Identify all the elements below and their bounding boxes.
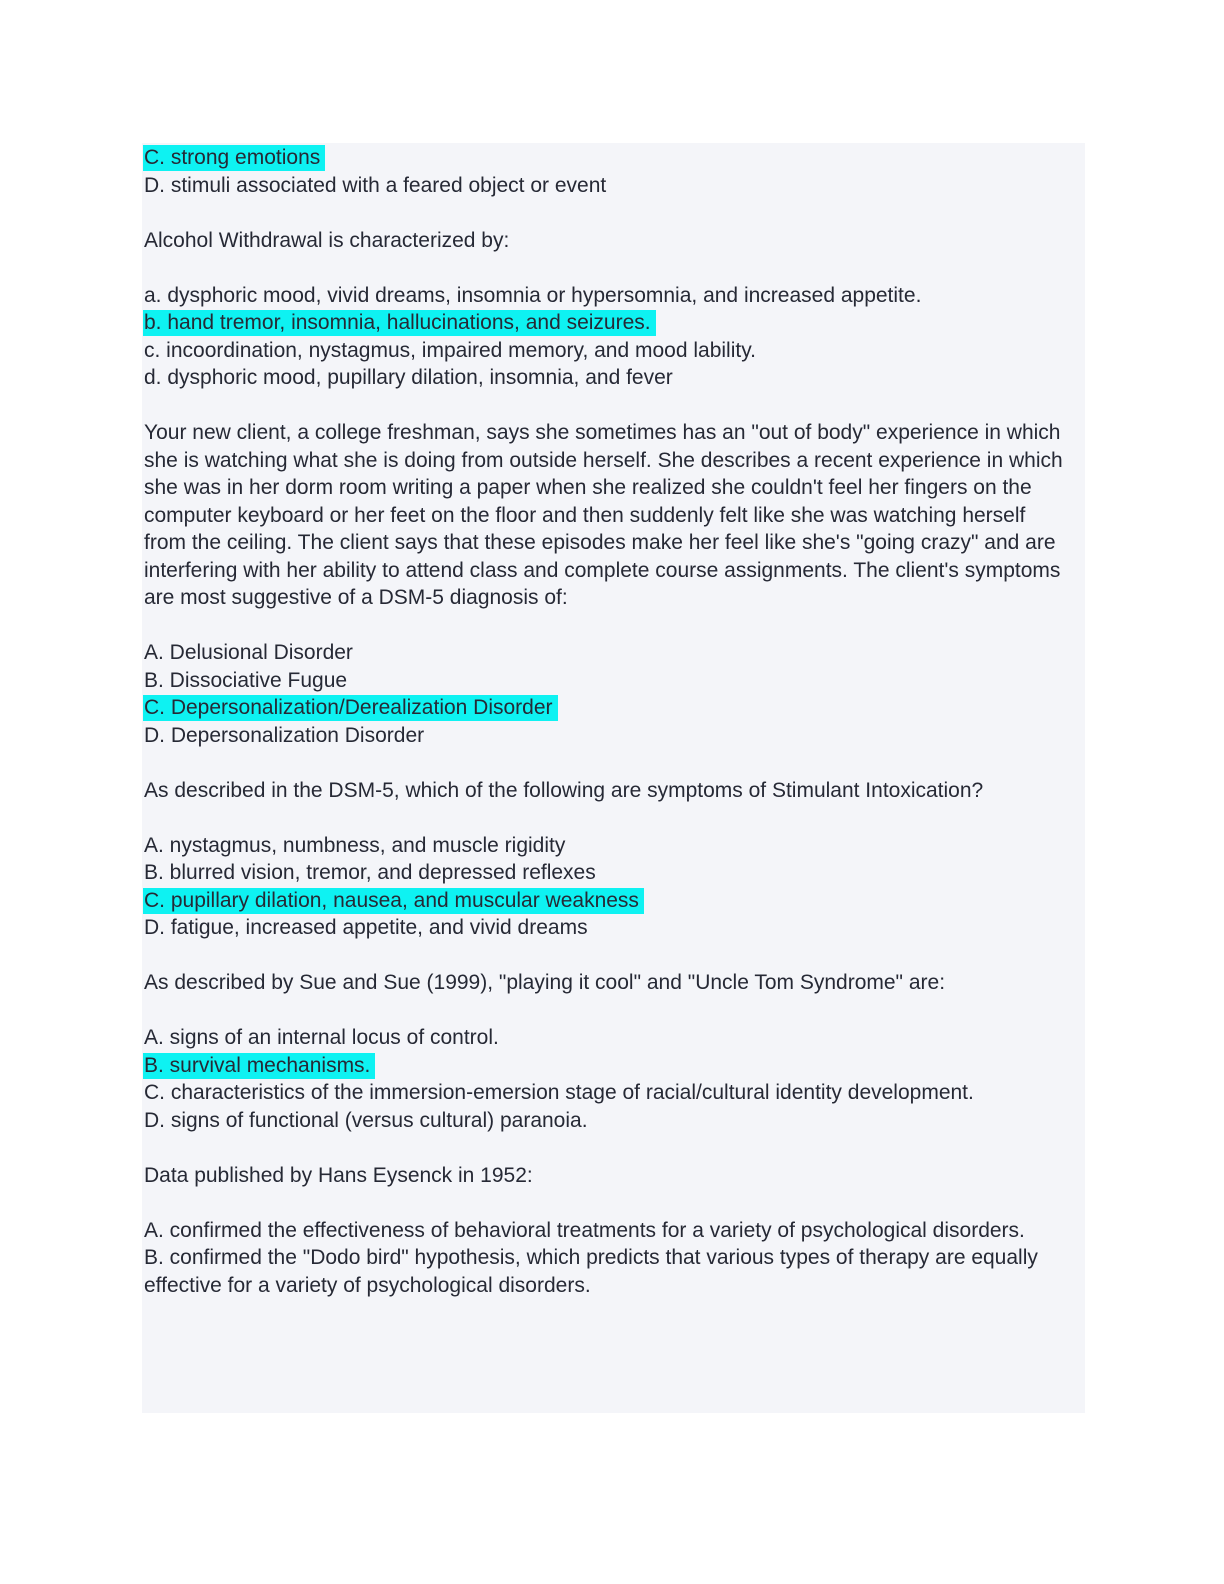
line-text: D. Depersonalization Disorder (144, 723, 425, 747)
text-line (144, 777, 1072, 805)
line-text: As described by Sue and Sue (1999), "playing it cool" and "Uncle Tom Syndrome" are: (144, 971, 946, 994)
line-text: Data published by Hans Eysenck in 1952: (144, 1163, 533, 1187)
highlight-mark: C. strong emotions (143, 145, 325, 171)
text-line (144, 172, 1072, 200)
text-block (144, 1217, 1072, 1300)
text-line (144, 1162, 1072, 1190)
text-block (144, 832, 1072, 942)
text-line (144, 832, 1072, 860)
line-text: A. confirmed the effectiveness of behavioral treatments for a variety of psychological disorders. (144, 1218, 1025, 1242)
content-panel (142, 143, 1085, 1413)
text-line (144, 969, 1072, 997)
line-text: C. characteristics of the immersion-emersion stage of racial/cultural identity development. (144, 1081, 974, 1104)
line-text: Your new client, a college freshman, says she sometimes has an "out of body" experience in which she is watching what she is doing from outside herself. She describes a recent experience in which she was in her dorm room writing a paper when she realized she couldn't feel her fingers on the computer keyboard or her feet on the floor and then suddenly felt like she was watching herself from the ceiling. The client says that these episodes make her feel like she's "going crazy" and are interfering with her ability to attend class and complete course assignments. The client's symptoms are most suggestive of a DSM-5 diagnosis of: (144, 421, 1063, 609)
text-line (144, 337, 1072, 365)
answer-line-highlighted (144, 144, 1072, 172)
text-line (144, 1107, 1072, 1135)
text-line (144, 914, 1072, 942)
highlight-mark: b. hand tremor, insomnia, hallucinations, and seizures. (143, 310, 656, 336)
text-line (144, 859, 1072, 887)
answer-line-highlighted (144, 1052, 1072, 1080)
text-line (144, 419, 1072, 612)
text-line (144, 227, 1072, 255)
text-line (144, 1217, 1072, 1245)
text-block (144, 969, 1072, 997)
text-line (144, 639, 1072, 667)
highlight-mark: C. pupillary dilation, nausea, and muscular weakness (143, 888, 644, 914)
text-line (144, 667, 1072, 695)
line-text: A. Delusional Disorder (144, 641, 353, 664)
text-block (144, 1162, 1072, 1190)
line-text: As described in the DSM-5, which of the following are symptoms of Stimulant Intoxication? (144, 778, 984, 802)
text-line (144, 1244, 1072, 1299)
answer-line-highlighted (144, 887, 1072, 915)
line-text: d. dysphoric mood, pupillary dilation, insomnia, and fever (144, 366, 673, 389)
text-block (144, 639, 1072, 749)
line-text: A. signs of an internal locus of control. (144, 1026, 499, 1049)
highlight-mark: B. survival mechanisms. (143, 1053, 375, 1079)
line-text: D. fatigue, increased appetite, and vivid dreams (144, 916, 588, 939)
text-line (144, 364, 1072, 392)
line-text: B. blurred vision, tremor, and depressed reflexes (144, 861, 596, 884)
line-text: Alcohol Withdrawal is characterized by: (144, 228, 510, 252)
line-text: B. confirmed the "Dodo bird" hypothesis, which predicts that various types of therapy are equally effective for a variety of psychological disorders. (144, 1246, 1038, 1297)
text-line (144, 1079, 1072, 1107)
text-block (144, 144, 1072, 199)
answer-line-highlighted (144, 694, 1072, 722)
text-line (144, 282, 1072, 310)
line-text: a. dysphoric mood, vivid dreams, insomnia or hypersomnia, and increased appetite. (144, 283, 922, 307)
text-block (144, 777, 1072, 805)
line-text: A. nystagmus, numbness, and muscle rigidity (144, 833, 566, 857)
text-block (144, 419, 1072, 612)
text-block (144, 282, 1072, 392)
line-text: c. incoordination, nystagmus, impaired memory, and mood lability. (144, 338, 756, 362)
text-block (144, 1024, 1072, 1134)
text-line (144, 722, 1072, 750)
line-text: D. stimuli associated with a feared object or event (144, 173, 607, 197)
text-line (144, 1024, 1072, 1052)
highlight-mark: C. Depersonalization/Derealization Disorder (143, 695, 558, 721)
answer-line-highlighted (144, 309, 1072, 337)
line-text: B. Dissociative Fugue (144, 668, 348, 692)
line-text: D. signs of functional (versus cultural) paranoia. (144, 1108, 588, 1132)
text-block (144, 227, 1072, 255)
